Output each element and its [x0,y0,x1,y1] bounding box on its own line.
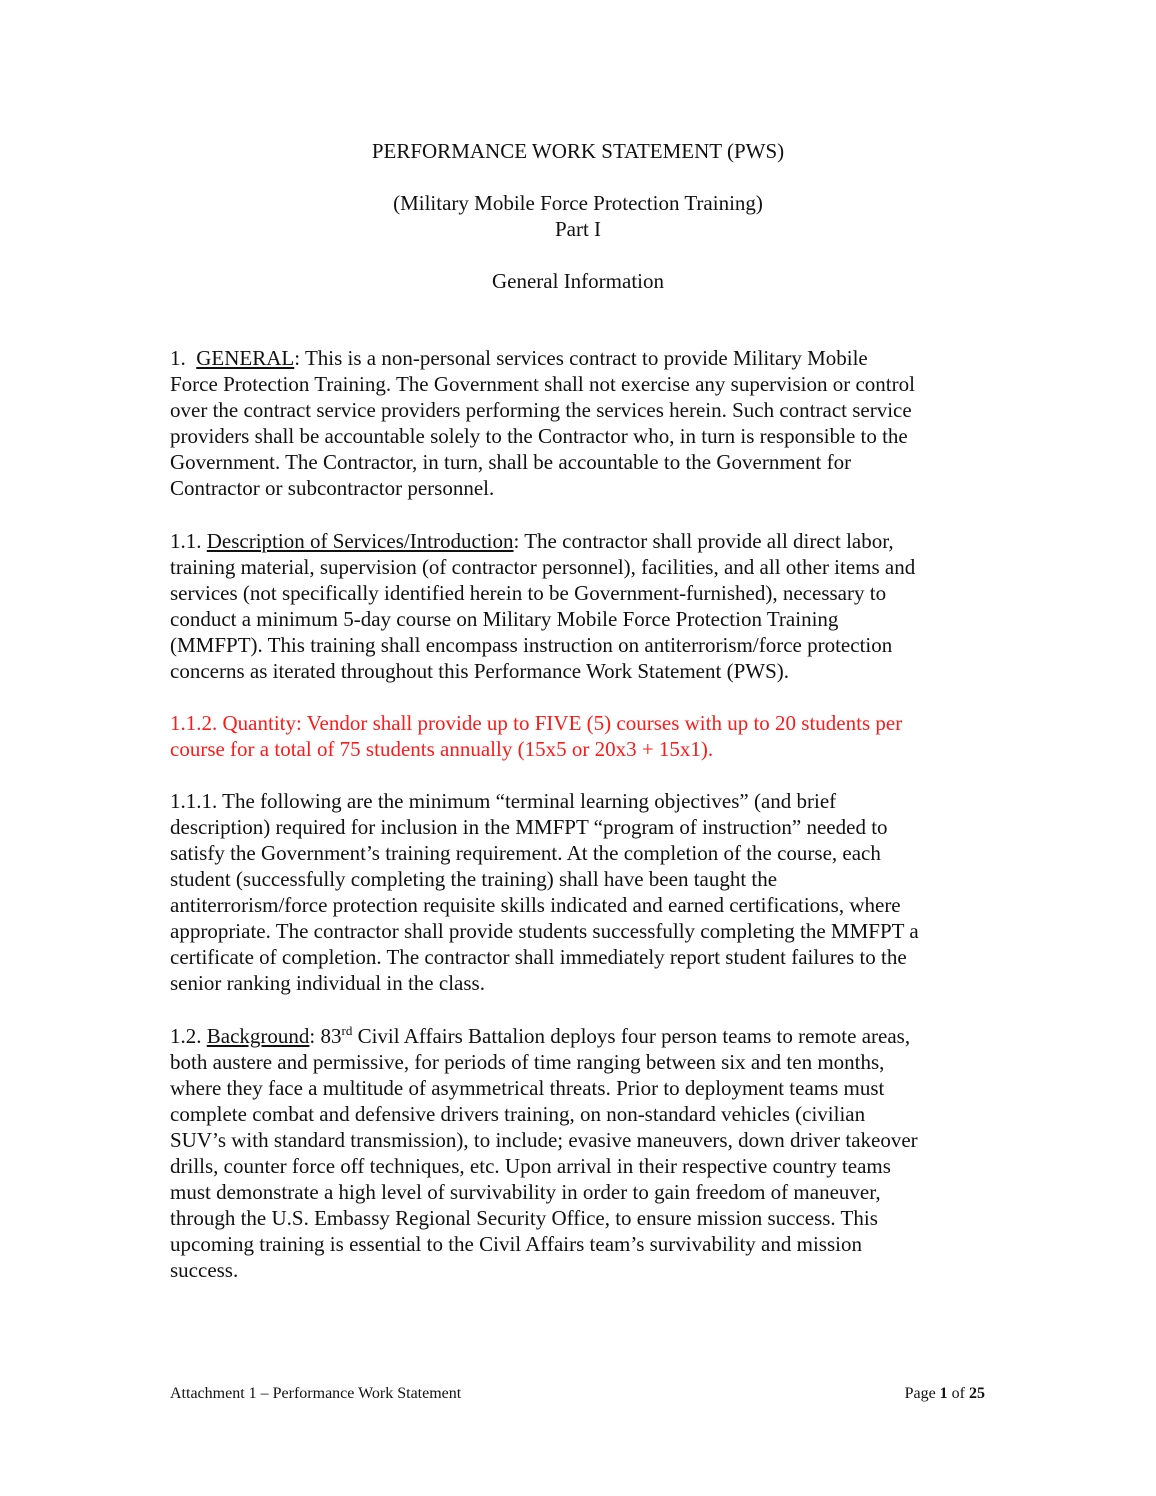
paragraph-quantity [170,710,985,762]
paragraph-line: student (successfully completing the training) shall have been taught the [170,867,778,891]
paragraph-objectives [170,788,985,996]
paragraph-line: 1.1.2. Quantity: Vendor shall provide up to FIVE (5) courses with up to 20 students per [170,711,903,735]
paragraph-line: SUV’s with standard transmission), to include; evasive maneuvers, down driver takeover [170,1128,918,1152]
paragraph-line: over the contract service providers performing the services herein. Such contract service [170,398,912,422]
line-text: : 83 [309,1024,342,1048]
paragraph-line: through the U.S. Embassy Regional Security Office, to ensure mission success. This [170,1206,878,1230]
line-text: : The contractor shall provide all direct labor, [513,529,894,553]
page-total: 25 [969,1385,985,1402]
section-number: 1. [170,346,186,370]
paragraph-line: appropriate. The contractor shall provide students successfully completing the MMFPT a [170,919,919,943]
paragraph-line [170,345,985,371]
paragraph-line: drills, counter force off techniques, etc. Upon arrival in their respective country teams [170,1154,891,1178]
section-title: General Information [491,269,664,293]
document-title: PERFORMANCE WORK STATEMENT (PWS) [371,139,785,163]
paragraph-line: success. [170,1258,239,1282]
paragraph-line: 1.1.1. The following are the minimum “terminal learning objectives” (and brief [170,789,837,813]
document-part: Part I [554,217,602,241]
paragraph-line: course for a total of 75 students annually (15x5 or 20x3 + 15x1). [170,737,714,761]
paragraph-line: description) required for inclusion in the MMFPT “program of instruction” needed to [170,815,888,839]
paragraph-line: Government. The Contractor, in turn, shall be accountable to the Government for [170,450,852,474]
paragraph-line: (MMFPT). This training shall encompass instruction on antiterrorism/force protection [170,633,893,657]
paragraph-line: services (not specifically identified herein to be Government-furnished), necessary to [170,581,887,605]
page-current: 1 [939,1385,948,1402]
paragraph-general [170,345,985,501]
paragraph-line: senior ranking individual in the class. [170,971,485,995]
line-text: : This is a non-personal services contract to provide Military Mobile [294,346,868,370]
paragraph-line: concerns as iterated throughout this Performance Work Statement (PWS). [170,659,790,683]
paragraph-line: Contractor or subcontractor personnel. [170,476,495,500]
paragraph-line: training material, supervision (of contractor personnel), facilities, and all other items and [170,555,916,579]
paragraph-line: must demonstrate a high level of survivability in order to gain freedom of maneuver, [170,1180,881,1204]
paragraph-line: upcoming training is essential to the Civil Affairs team’s survivability and mission [170,1232,862,1256]
paragraph-line: satisfy the Government’s training requirement. At the completion of the course, each [170,841,881,865]
section-heading: Description of Services/Introduction [206,529,514,553]
document-subtitle: (Military Mobile Force Protection Training) [393,191,763,215]
page-label: Page [904,1385,940,1402]
section-number: 1.1. [170,529,202,553]
paragraph-line: Force Protection Training. The Government shall not exercise any supervision or control [170,372,915,396]
paragraph-line: conduct a minimum 5-day course on Military Mobile Force Protection Training [170,607,839,631]
section-heading: Background [206,1024,310,1048]
line-text: Civil Affairs Battalion deploys four person teams to remote areas, [352,1024,911,1048]
paragraph-line: both austere and permissive, for periods of time ranging between six and ten months, [170,1050,885,1074]
footer-attachment: Attachment 1 – Performance Work Statement [170,1385,462,1402]
document-subtitle-block [0,190,1156,242]
paragraph-line: complete combat and defensive drivers training, on non-standard vehicles (civilian [170,1102,866,1126]
ordinal-suffix: rd [341,1023,353,1038]
paragraph-line: where they face a multitude of asymmetrical threats. Prior to deployment teams must [170,1076,885,1100]
paragraph-line [170,528,985,554]
footer-page-number [905,1384,985,1404]
section-number: 1.2. [170,1024,202,1048]
paragraph-background [170,1023,985,1283]
paragraph-line: certificate of completion. The contractor shall immediately report student failures to the [170,945,907,969]
paragraph-line: providers shall be accountable solely to the Contractor who, in turn is responsible to the [170,424,908,448]
page-of: of [947,1385,969,1402]
paragraph-line: antiterrorism/force protection requisite skills indicated and earned certifications, where [170,893,901,917]
paragraph-line [170,1023,985,1049]
section-heading: GENERAL [196,346,295,370]
paragraph-description [170,528,985,684]
